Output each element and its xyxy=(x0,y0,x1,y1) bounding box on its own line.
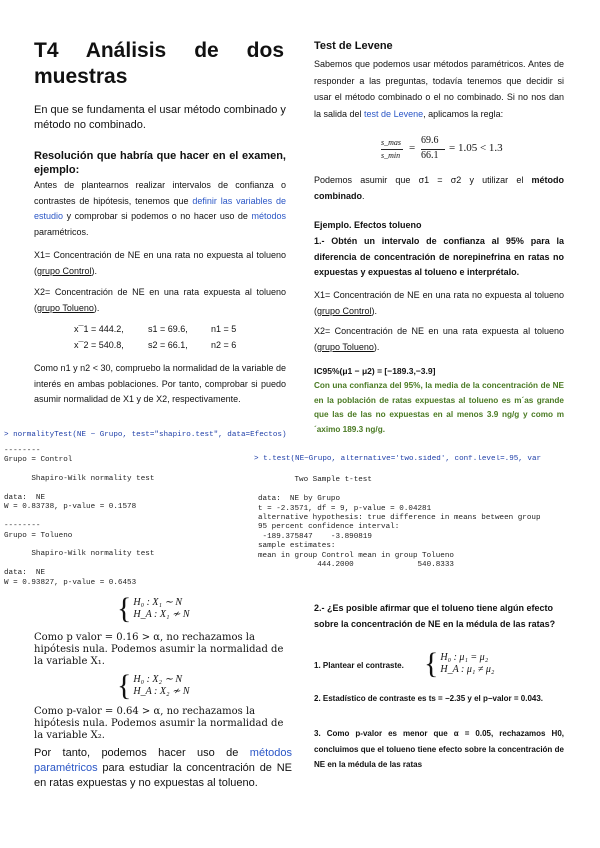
text-span: . xyxy=(362,191,365,201)
frac-den-label: s_min xyxy=(381,151,401,160)
variable-x2 xyxy=(34,285,286,316)
resolution-paragraph xyxy=(34,178,286,240)
bold-text: método combinado xyxy=(314,175,564,201)
code-line xyxy=(4,541,154,550)
step-3: 3. Como p-valor es menor que α = 0.05, rechazamos H0, concluimos que el tolueno tiene efecto sobre la concentración de NE en la médula de las ratas xyxy=(314,729,564,769)
step-1: 1. Plantear el contraste. xyxy=(314,661,404,670)
brace-icon: { xyxy=(117,669,132,702)
frac-den-value: 66.1 xyxy=(421,150,439,161)
levene-result: = 1.05 < 1.3 xyxy=(449,142,503,154)
text-span: ). xyxy=(91,265,98,276)
ci-interpretation: Con una confianza del 95%, la media de la concentración de NE en la población de ratas expuestas al tolueno es m´as grande que las de las no expuestas en al menos 3.9 ng/g y como m´aximo 189.3 ng/g. xyxy=(314,381,564,434)
text-span: ). xyxy=(373,341,380,352)
group-tolueno: grupo Tolueno xyxy=(317,341,374,352)
hypothesis-block-1 xyxy=(117,592,190,625)
n-1: n1 = 5 xyxy=(211,324,237,334)
text-span: ). xyxy=(371,305,378,316)
code-line: data: NE by Grupo xyxy=(258,495,341,504)
code-line: -------- xyxy=(4,522,41,531)
code-line: t = -2.3571, df = 9, p-value = 0.04281 xyxy=(258,504,432,513)
h0-x1: H₀ : X₁ ∼ N xyxy=(133,597,183,608)
r-normality-output xyxy=(4,447,154,588)
code-line: data: NE xyxy=(4,569,46,578)
levene-heading: Test de Levene xyxy=(314,40,393,52)
code-line xyxy=(4,466,154,475)
h0-mu: H₀ : μ₁ = μ₂ xyxy=(440,652,489,663)
text-span: ). xyxy=(93,302,100,313)
hypothesis-block-3 xyxy=(424,647,495,680)
text-span: Podemos asumir que σ1 = σ2 y utilizar el xyxy=(314,175,532,185)
text-span: Por tanto, podemos hacer uso de xyxy=(34,747,250,759)
text-span: , aplicamos la regla: xyxy=(423,108,504,119)
n-2: n2 = 6 xyxy=(211,340,237,350)
h0-x2: H₀ : X₂ ∼ N xyxy=(133,674,183,685)
link-metodos-parametricos[interactable]: métodos paramétricos xyxy=(34,747,292,774)
text-span: para estudiar la concentración de NE en ratas expuestas y no expuestas al tolueno. xyxy=(34,762,292,789)
code-line xyxy=(4,485,154,494)
r-normality-command: > normalityTest(NE ~ Grupo, test="shapiro.test", data=Efectos) xyxy=(4,431,287,439)
text-span: X2= Concentración de NE en una rata expuesta al tolueno ( xyxy=(34,287,286,313)
normality-paragraph: Como n1 y n2 < 30, compruebo la normalidad de la variable de interés en ambas poblaciones. Por tanto, comprobar si puedo asumir normalidad de X1 y de X2, respectivamente. xyxy=(34,363,286,404)
code-line: Grupo = Control xyxy=(4,456,73,465)
link-variables[interactable]: definir las variables de estudio xyxy=(34,195,286,221)
resolution-heading: Resolución que habría que hacer en el examen, ejemplo: xyxy=(34,150,286,176)
brace-icon: { xyxy=(424,647,439,680)
code-line: Shapiro-Wilk normality test xyxy=(4,550,155,559)
levene-conclusion xyxy=(314,172,564,204)
code-line xyxy=(4,513,154,522)
r-ttest-output xyxy=(258,467,600,570)
example-heading: Ejemplo. Efectos tolueno xyxy=(314,220,422,230)
link-test-levene[interactable]: test de Levene xyxy=(364,108,424,119)
frac-num-label: s_mas xyxy=(381,138,402,147)
code-line: W = 0.83738, p-value = 0.1578 xyxy=(4,503,137,512)
hypothesis-block-2 xyxy=(117,669,190,702)
text-span: X1= Concentración de NE en una rata no expuesta al tolueno ( xyxy=(34,250,286,276)
text-span: Sabemos que podemos usar métodos paramétricos. Antes de responder a las preguntas, todavía tenemos que decidir si usar el método combinado o el no combinado. Si no nos dan la salida del xyxy=(314,59,564,119)
frac-line xyxy=(381,149,403,150)
text-span: paramétricos. xyxy=(34,226,89,237)
text-span: Antes de plantearnos realizar intervalos de confianza o contrastes de hipótesis, tenemos que xyxy=(34,180,286,206)
code-line: Grupo = Tolueno xyxy=(4,531,73,540)
code-line: Shapiro-Wilk normality test xyxy=(4,475,155,484)
ha-x2: H_A : X₂ ≁ N xyxy=(133,686,190,697)
code-line: W = 0.93827, p-value = 0.6453 xyxy=(4,578,137,587)
ha-x1: H_A : X₁ ≁ N xyxy=(133,609,190,620)
levene-paragraph xyxy=(314,56,564,122)
r-ttest-command: > t.test(NE~Grupo, alternative='two.sided', conf.level=.95, var xyxy=(254,455,542,463)
page-title: T4 Análisis de dos muestras xyxy=(34,39,284,88)
code-line: 444.2000 540.8333 xyxy=(258,561,454,570)
intro-text: En que se fundamenta el usar método combinado y método no combinado. xyxy=(34,104,286,131)
group-tolueno: grupo Tolueno xyxy=(37,302,94,313)
code-line: 95 percent confidence interval: xyxy=(258,523,400,532)
code-line xyxy=(258,486,600,495)
question-2: 2.- ¿Es posible afirmar que el tolueno tiene algún efecto sobre la concentración de NE en la médula de las ratas? xyxy=(314,603,556,629)
text-span: X2= Concentración de NE en una rata expuesta al tolueno ( xyxy=(314,326,564,352)
code-line xyxy=(4,560,154,569)
frac-num-value: 69.6 xyxy=(421,135,439,146)
ha-mu: H_A : μ₁ ≠ μ₂ xyxy=(440,664,495,675)
code-line: data: NE xyxy=(4,494,46,503)
code-line: -------- xyxy=(4,447,41,455)
question-1: 1.- Obtén un intervalo de confianza al 95% para la diferencia de concentración de norepinefrina en ratas no expuestas y expuestas al tolueno e interprétalo. xyxy=(314,236,564,277)
mean-2: x¯2 = 540.8, xyxy=(74,340,124,350)
text-span: y comprobar si podemos o no hacer uso de xyxy=(63,211,252,221)
example-x2 xyxy=(314,324,564,355)
levene-formula: s_mas s_min = 69.6 66.1 = 1.05 < 1.3 xyxy=(381,135,503,161)
code-line xyxy=(258,467,600,476)
brace-icon: { xyxy=(117,592,132,625)
step-2: 2. Estadístico de contraste es ts = −2.35 y el p−valor = 0.043. xyxy=(314,694,544,703)
code-line: mean in group Control mean in group Tolueno xyxy=(258,551,454,560)
confidence-interval: IC95%(μ1 − μ2) = [−189.3,−3.9] xyxy=(314,366,436,376)
code-line: Two Sample t-test xyxy=(258,476,372,485)
group-control: grupo Control xyxy=(37,265,92,276)
mean-1: x¯1 = 444.2, xyxy=(74,324,124,334)
final-paragraph xyxy=(34,746,292,791)
example-x1 xyxy=(314,288,564,319)
group-control: grupo Control xyxy=(317,305,372,316)
sd-2: s2 = 66.1, xyxy=(148,340,188,350)
conclusion-x2: Como p-valor = 0.64 > α, no rechazamos la hipótesis nula. Podemos asumir la normalidad de la variable X₂. xyxy=(34,706,284,741)
code-line: sample estimates: xyxy=(258,542,336,551)
code-line: alternative hypothesis: true difference in means between group xyxy=(258,514,541,523)
variable-x1 xyxy=(34,248,286,279)
link-metodos[interactable]: métodos xyxy=(251,211,286,221)
code-line: -189.375847 -3.890819 xyxy=(258,532,372,541)
sd-1: s1 = 69.6, xyxy=(148,324,188,334)
conclusion-x1: Como p valor = 0.16 > α, no rechazamos la hipótesis nula. Podemos asumir la normalidad de la variable X₁. xyxy=(34,632,284,667)
text-span: X1= Concentración de NE en una rata no expuesta al tolueno ( xyxy=(314,290,564,316)
